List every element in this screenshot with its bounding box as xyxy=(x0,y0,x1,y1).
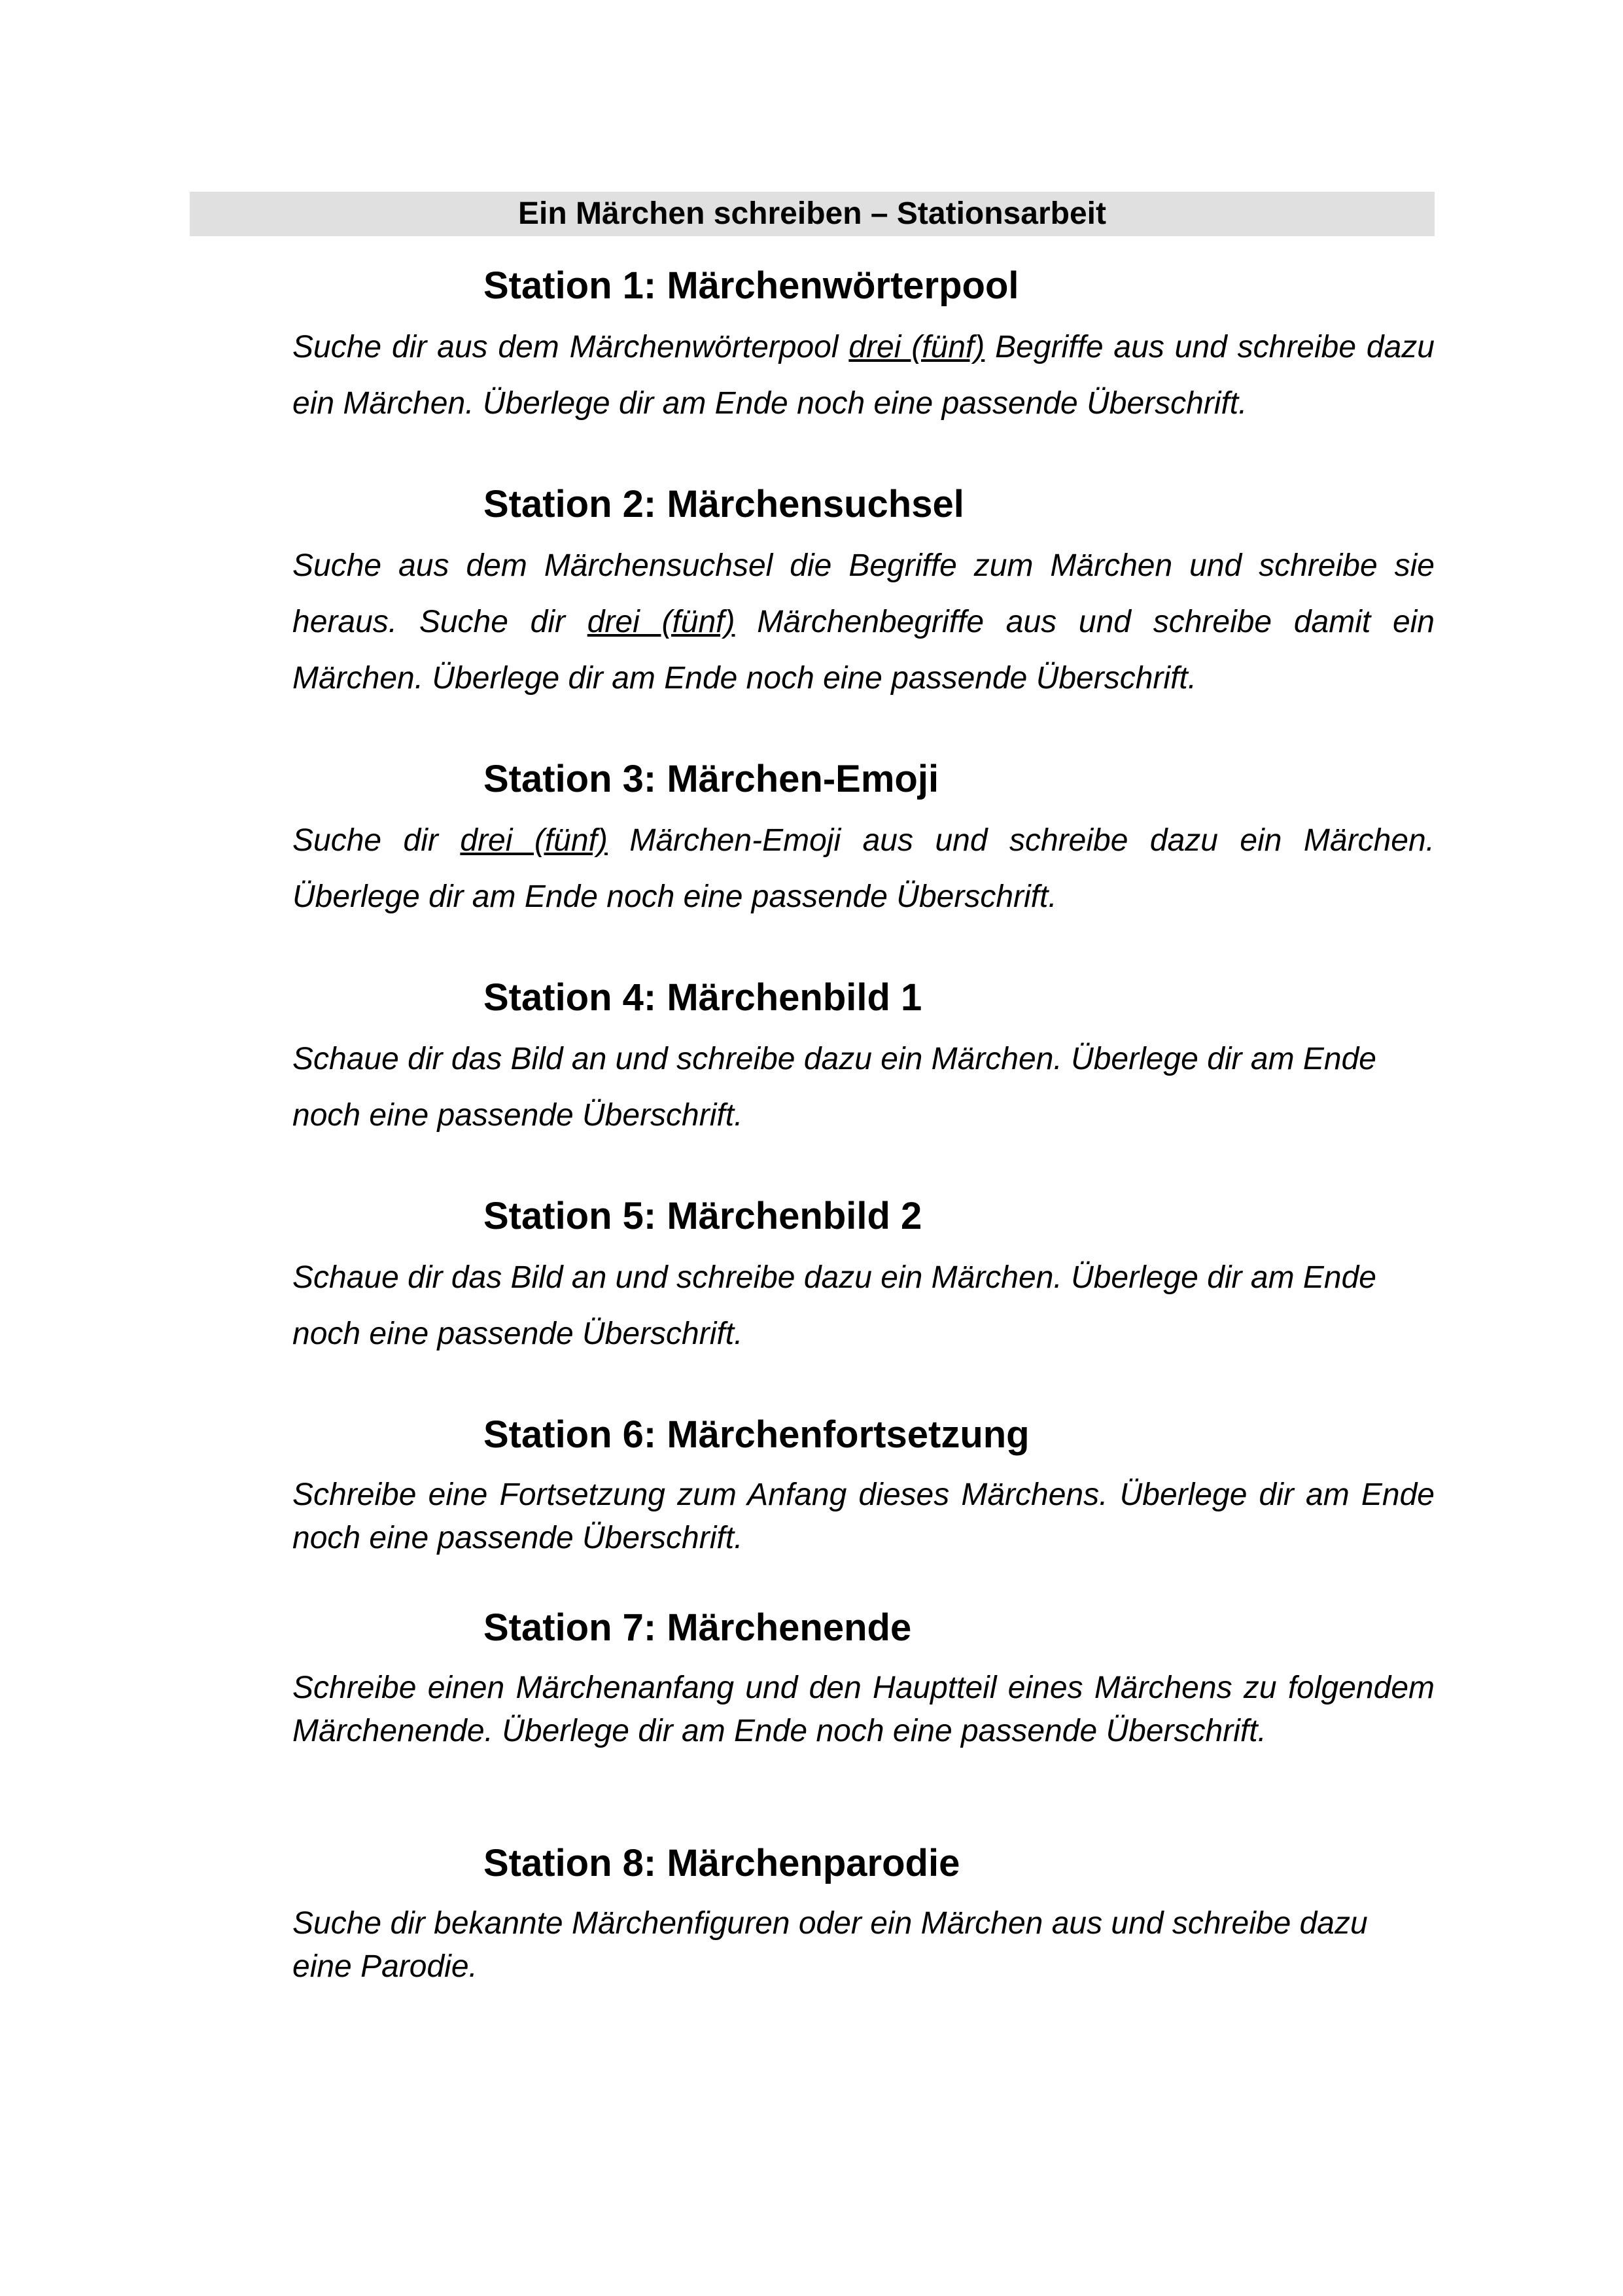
station-instructions xyxy=(292,813,1435,925)
instruction-text: Suche dir aus dem Märchenwörterpool xyxy=(292,330,839,364)
instruction-text: Suche aus dem Märchensuchsel die Begriffe zum Märchen und schreibe sie heraus. Suche dir xyxy=(292,548,1435,639)
instruction-text: Suche dir xyxy=(292,823,438,858)
station-5 xyxy=(292,1191,1435,1362)
station-instructions xyxy=(292,319,1435,432)
instruction-text: Begriffe aus und schreibe dazu ein Märchen. Überlege dir am Ende noch eine passende Überschrift. xyxy=(292,330,1435,421)
instruction-text: Märchen-Emoji aus und schreibe dazu ein Märchen. Überlege dir am Ende noch eine passende Überschrift. xyxy=(292,823,1435,914)
station-instructions: Schaue dir das Bild an und schreibe dazu ein Märchen. Überlege dir am Ende noch eine passende Überschrift. xyxy=(292,1042,1376,1133)
station-2 xyxy=(292,479,1435,707)
station-instructions: Schreibe einen Märchenanfang und den Hauptteil eines Märchens zu folgendem Märchenende. Überlege dir am Ende noch eine passende Überschrift. xyxy=(292,1670,1435,1748)
station-heading: Station 8: Märchenparodie xyxy=(483,1842,960,1884)
station-instructions: Schreibe eine Fortsetzung zum Anfang dieses Märchens. Überlege dir am Ende noch eine passende Überschrift. xyxy=(292,1477,1435,1555)
station-heading: Station 1: Märchenwörterpool xyxy=(483,264,1019,307)
station-4 xyxy=(292,972,1435,1144)
station-heading: Station 6: Märchenfortsetzung xyxy=(483,1413,1030,1456)
underlined-count: drei (fünf) xyxy=(587,605,735,639)
underlined-count: drei (fünf) xyxy=(848,330,985,364)
station-heading: Station 3: Märchen-Emoji xyxy=(483,758,939,800)
underlined-count: drei (fünf) xyxy=(460,823,608,858)
station-heading: Station 5: Märchenbild 2 xyxy=(483,1195,922,1237)
station-1 xyxy=(292,260,1435,432)
station-instructions xyxy=(292,538,1435,707)
instruction-text: Märchenbegriffe aus und schreibe damit ein Märchen. Überlege dir am Ende noch eine passende Überschrift. xyxy=(292,605,1435,696)
station-8 xyxy=(292,1838,1435,1988)
station-heading: Station 2: Märchensuchsel xyxy=(483,483,964,525)
station-heading: Station 7: Märchenende xyxy=(483,1606,912,1649)
station-instructions: Schaue dir das Bild an und schreibe dazu ein Märchen. Überlege dir am Ende noch eine passende Überschrift. xyxy=(292,1260,1376,1351)
station-6 xyxy=(292,1409,1435,1560)
page-title: Ein Märchen schreiben – Stationsarbeit xyxy=(190,192,1435,236)
station-heading: Station 4: Märchenbild 1 xyxy=(483,976,922,1019)
station-7 xyxy=(292,1602,1435,1753)
station-3 xyxy=(292,754,1435,925)
station-instructions: Suche dir bekannte Märchenfiguren oder ein Märchen aus und schreibe dazu eine Parodie. xyxy=(292,1906,1368,1984)
